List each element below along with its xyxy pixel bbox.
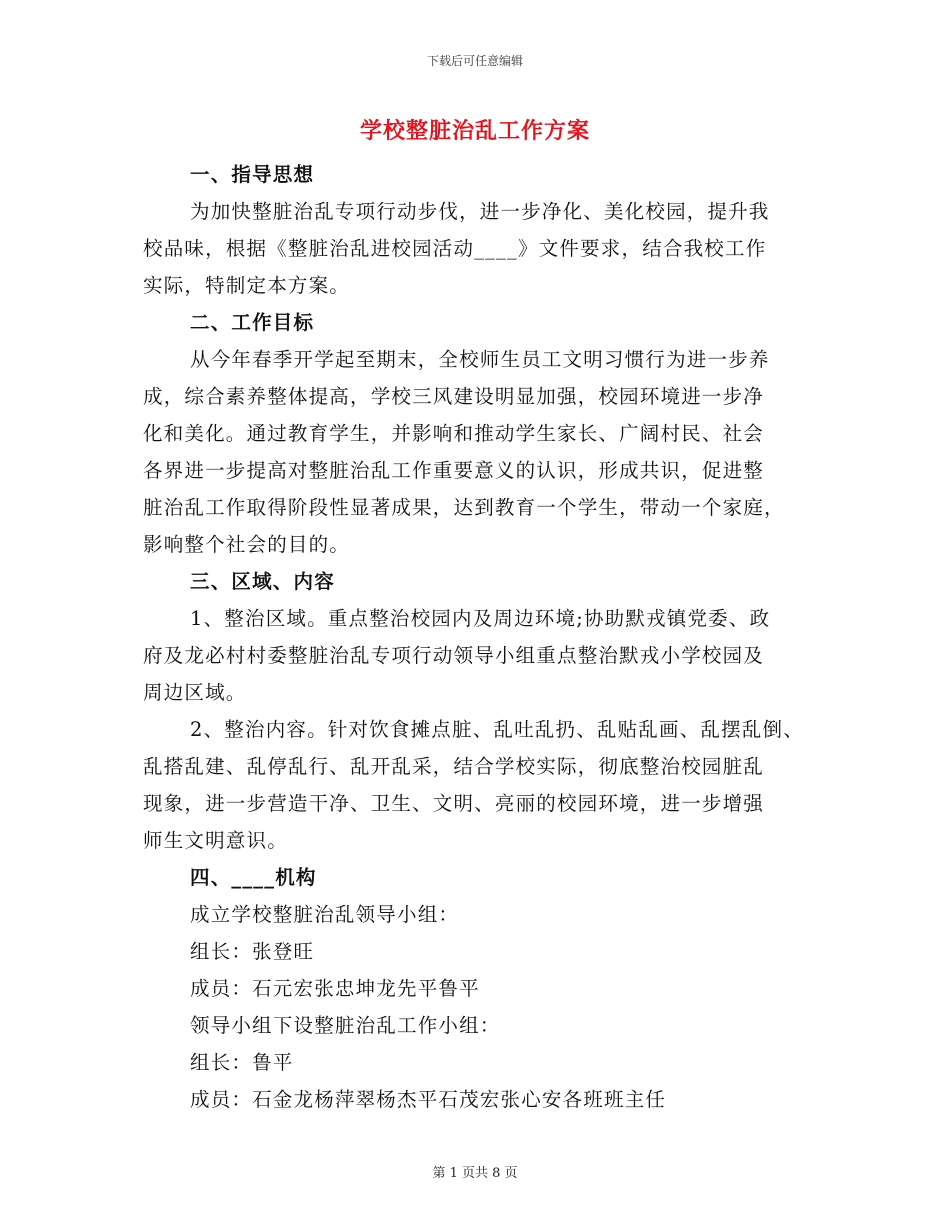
paragraph-line: 从今年春季开学起至期末，全校师生员工文明习惯行为进一步养 [190,348,770,371]
paragraph-line: 组长：张登旺 [190,940,315,963]
paragraph-line: 实际，特制定本方案。 [143,274,351,297]
paragraph-line: 2、整治内容。针对饮食摊点脏、乱吐乱扔、乱贴乱画、乱摆乱倒、 [190,718,804,741]
paragraph-line: 影响整个社会的目的。 [143,533,351,556]
paragraph-line: 各界进一步提高对整脏治乱工作重要意义的认识，形成共识，促进整 [143,459,765,482]
paragraph-line: 周边区域。 [143,681,247,704]
paragraph-line: 为加快整脏治乱专项行动步伐，进一步净化、美化校园，提升我 [190,200,770,223]
paragraph-line: 乱搭乱建、乱停乱行、乱开乱采，结合学校实际，彻底整治校园脏乱 [143,755,765,778]
paragraph-line: 师生文明意识。 [143,829,288,852]
document-title: 学校整脏治乱工作方案 [359,118,590,144]
section-heading: 四、____机构 [190,866,317,889]
paragraph-line: 成员：石元宏张忠坤龙先平鲁平 [190,977,480,1000]
paragraph-line: 成立学校整脏治乱领导小组： [190,903,460,926]
paragraph-line: 成员：石金龙杨萍翠杨杰平石茂宏张心安各班班主任 [190,1088,667,1111]
paragraph-line: 府及龙必村村委整脏治乱专项行动领导小组重点整治默戎小学校园及 [143,644,765,667]
paragraph-line: 脏治乱工作取得阶段性显著成果，达到教育一个学生，带动一个家庭， [143,496,785,519]
paragraph-line: 化和美化。通过教育学生，并影响和推动学生家长、广阔村民、社会 [143,422,765,445]
paragraph-line: 1、整治区域。重点整治校园内及周边环境;协助默戎镇党委、政 [190,607,771,630]
section-heading: 二、工作目标 [190,311,315,334]
paragraph-line: 组长：鲁平 [190,1051,294,1074]
page-footer: 第 1 页共 8 页 [432,1166,518,1181]
section-heading: 三、区域、内容 [190,570,335,593]
paragraph-line: 成，综合素养整体提高，学校三风建设明显加强，校园环境进一步净 [143,385,765,408]
paragraph-line: 校品味，根据《整脏治乱进校园活动____》文件要求，结合我校工作 [143,237,767,260]
section-heading: 一、指导思想 [190,163,315,186]
document-body [143,156,833,1118]
paragraph-line: 领导小组下设整脏治乱工作小组： [190,1014,501,1037]
paragraph-line: 现象，进一步营造干净、卫生、文明、亮丽的校园环境，进一步增强 [143,792,765,815]
page-header: 下载后可任意编辑 [426,54,523,68]
